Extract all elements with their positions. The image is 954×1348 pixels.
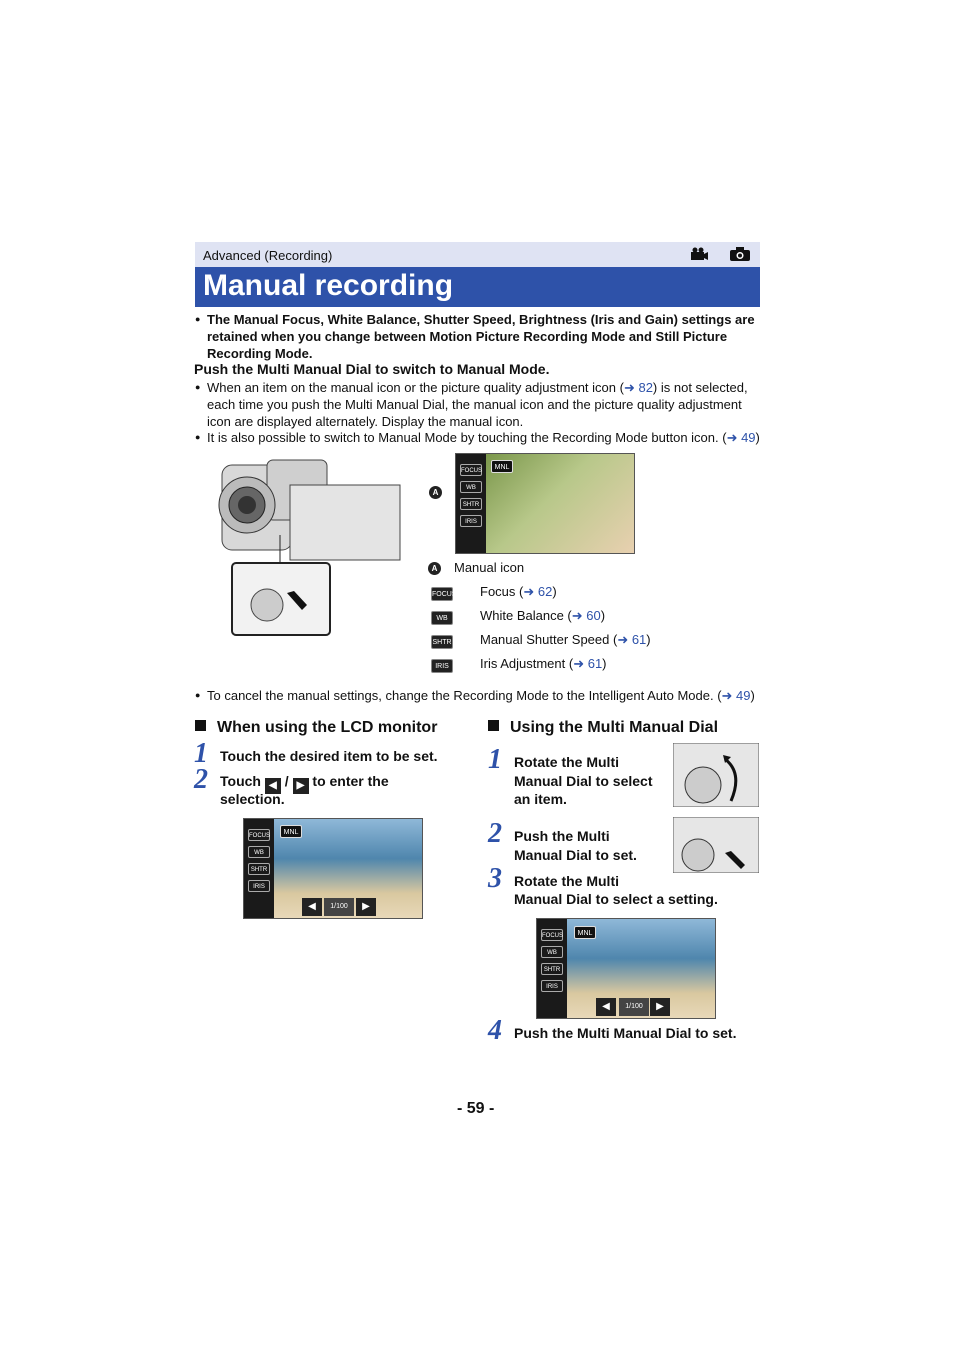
legend-focus: Focus (➜ 62) — [480, 584, 557, 599]
callout-a: A — [429, 486, 442, 499]
iris-chip[interactable]: IRIS — [460, 515, 482, 527]
focus-chip[interactable]: FOCUS — [460, 464, 482, 476]
dial-icon-panel — [537, 919, 567, 1018]
dial-step-3-l2: Manual Dial to select a setting. — [514, 891, 718, 907]
legend-wb: White Balance (➜ 60) — [480, 608, 606, 623]
manual-icon-panel — [456, 454, 486, 553]
dial-shtr-chip[interactable]: SHTR — [541, 963, 563, 975]
link-62[interactable]: ➜ 62 — [523, 584, 553, 599]
mnl-badge[interactable]: MNL — [491, 460, 513, 473]
movie-camera-icon — [690, 247, 708, 261]
wb-chip[interactable]: WB — [460, 481, 482, 493]
lcd-right-button[interactable]: ▶ — [356, 898, 376, 916]
lcd-iris-chip[interactable]: IRIS — [248, 880, 270, 892]
left-arrow-icon: ◀ — [265, 778, 281, 794]
lcd-shutter-value: 1/100 — [324, 898, 354, 916]
page-number: - 59 - — [457, 1100, 495, 1117]
dial-push-illustration — [673, 817, 759, 873]
dial-step-3-l1: Rotate the Multi — [514, 873, 619, 889]
link-49[interactable]: ➜ 49 — [726, 430, 756, 445]
lcd-screen-preview — [243, 818, 423, 919]
dial-wb-chip[interactable]: WB — [541, 946, 563, 958]
lcd-wb-chip[interactable]: WB — [248, 846, 270, 858]
dial-step-1-l1: Rotate the Multi — [514, 754, 619, 770]
link-82[interactable]: ➜ 82 — [623, 380, 653, 395]
dial-step-2-num: 2 — [488, 818, 502, 849]
dial-step-2-l2: Manual Dial to set. — [514, 847, 637, 863]
push-heading: Push the Multi Manual Dial to switch to Manual Mode. — [194, 361, 550, 377]
lcd-shtr-chip[interactable]: SHTR — [248, 863, 270, 875]
section-label: Advanced (Recording) — [203, 248, 333, 263]
cancel-note: ● To cancel the manual settings, change the Recording Mode to the Intelligent Auto Mode. (➜ 49) — [195, 688, 755, 703]
link-61a[interactable]: ➜ 61 — [617, 632, 647, 647]
lcd-focus-chip[interactable]: FOCUS — [248, 829, 270, 841]
dial-step-1-num: 1 — [488, 744, 502, 775]
link-61b[interactable]: ➜ 61 — [573, 656, 603, 671]
dial-step-3-num: 3 — [488, 863, 502, 894]
lcd-left-button[interactable]: ◀ — [302, 898, 322, 916]
lcd-heading: When using the LCD monitor — [195, 719, 437, 737]
right-arrow-icon: ▶ — [293, 778, 309, 794]
camcorder-illustration — [212, 455, 407, 637]
page-title: Manual recording — [203, 269, 454, 302]
dial-left-button[interactable]: ◀ — [596, 998, 616, 1016]
dial-heading: Using the Multi Manual Dial — [488, 719, 718, 737]
legend-a-marker: A — [428, 562, 441, 575]
iris-icon: IRIS — [431, 659, 453, 673]
bullet-2: ● It is also possible to switch to Manual Mode by touching the Recording Mode button icon. (➜ 49) — [195, 430, 760, 445]
dial-screen-preview — [536, 918, 716, 1019]
still-camera-icon — [730, 247, 750, 261]
lcd-step-1: Touch the desired item to be set. — [220, 748, 438, 764]
dial-step-1-l3: an item. — [514, 791, 567, 807]
link-49b[interactable]: ➜ 49 — [721, 688, 751, 703]
dial-shutter-value: 1/100 — [619, 998, 649, 1016]
dial-rotate-illustration — [673, 743, 759, 807]
dial-right-button[interactable]: ▶ — [650, 998, 670, 1016]
focus-icon: FOCUS — [431, 587, 453, 601]
dial-step-4: Push the Multi Manual Dial to set. — [514, 1025, 737, 1041]
dial-step-1-l2: Manual Dial to select — [514, 773, 653, 789]
lcd-step-2: Touch ◀ / ▶ to enter the — [220, 772, 389, 794]
legend-iris: Iris Adjustment (➜ 61) — [480, 656, 607, 671]
dial-iris-chip[interactable]: IRIS — [541, 980, 563, 992]
legend-a-text: Manual icon — [454, 560, 525, 575]
wb-icon: WB — [431, 611, 453, 625]
shtr-chip[interactable]: SHTR — [460, 498, 482, 510]
lcd-mnl-badge[interactable]: MNL — [280, 825, 302, 838]
dial-step-2-l1: Push the Multi — [514, 828, 610, 844]
dial-mnl-badge[interactable]: MNL — [574, 926, 596, 939]
link-60[interactable]: ➜ 60 — [571, 608, 601, 623]
lcd-step-1-num: 1 — [194, 738, 208, 769]
legend-shtr: Manual Shutter Speed (➜ 61) — [480, 632, 651, 647]
dial-step-4-num: 4 — [488, 1015, 502, 1046]
bullet-1: ● When an item on the manual icon or the picture quality adjustment icon (➜ 82) is not selected, each time you push the Multi Manual Dial, the manual icon and the picture quality adjustment icon are displayed alternately. Display the manual icon. — [195, 380, 748, 429]
lcd-icon-panel — [244, 819, 274, 918]
lcd-step-2-num: 2 — [194, 764, 208, 795]
lcd-step-2-line2: selection. — [220, 791, 285, 807]
manual-screen-preview — [455, 453, 635, 554]
dial-focus-chip[interactable]: FOCUS — [541, 929, 563, 941]
intro-bullet: ● The Manual Focus, White Balance, Shutter Speed, Brightness (Iris and Gain) settings are retained when you change between Motion Picture Recording Mode and Still Picture Recording Mode. — [195, 312, 755, 361]
shtr-icon: SHTR — [431, 635, 453, 649]
